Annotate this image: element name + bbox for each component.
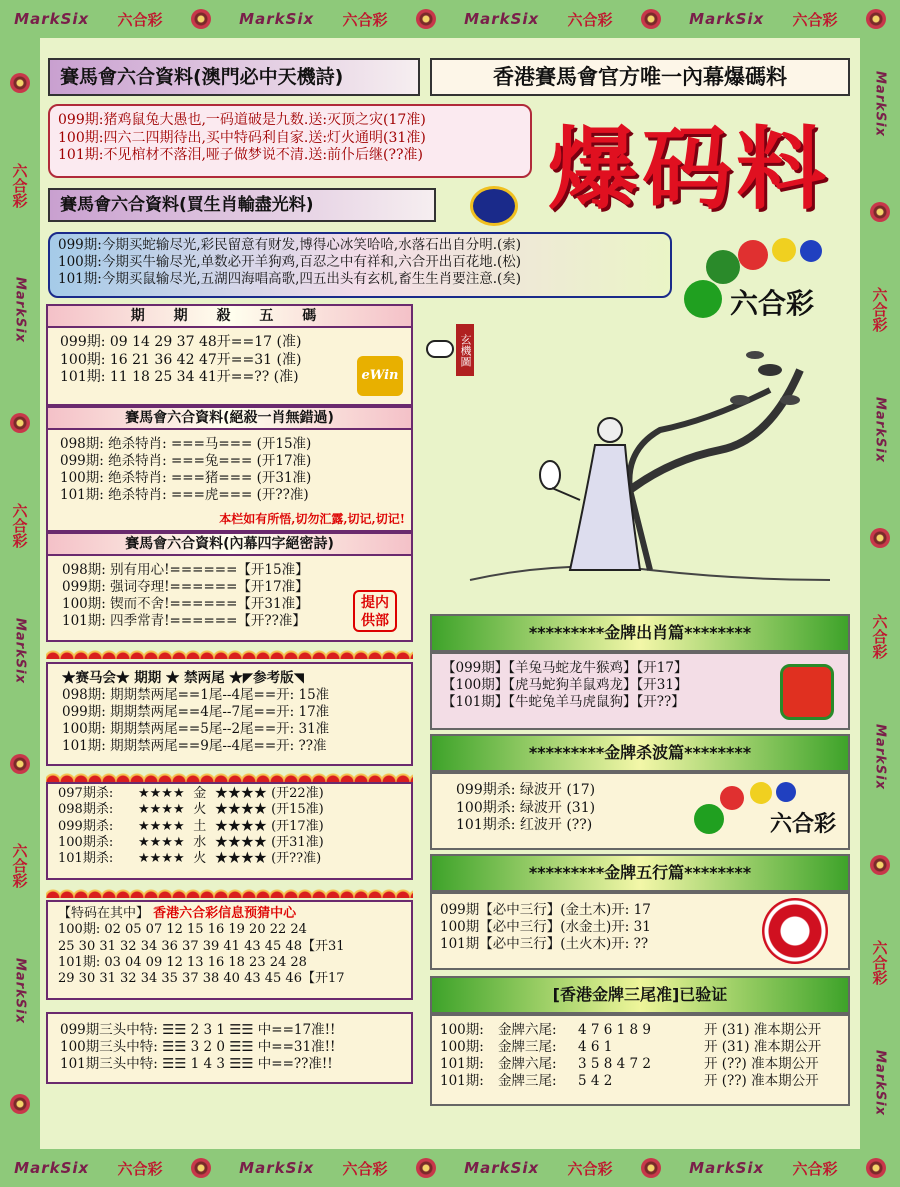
insider-stamp: 提内供部 <box>353 590 397 632</box>
frame-lottery: 六合彩 <box>792 1159 838 1178</box>
frame-top <box>0 0 900 38</box>
goldtail-row: 101期: 金牌六尾: 3 5 8 4 7 2 开 (??) 准本期公开 <box>440 1055 819 1072</box>
special-row: 100期: 02 05 07 12 15 16 19 20 22 24 <box>58 922 307 938</box>
secret4-title: 賽馬會六合資料(內幕四字絕密詩) <box>48 534 411 556</box>
kill5-row: 099期: 09 14 29 37 48开==17 (准) <box>60 334 302 350</box>
flower-icon <box>191 1158 211 1178</box>
frame-bottom <box>0 1149 900 1187</box>
element-row: 101期杀: ★★★★ 火 ★★★★ (开??准) <box>58 851 322 866</box>
special-panel <box>46 900 413 1000</box>
frame-word: MarkSix <box>239 1159 315 1177</box>
bauhinia-emblem-icon <box>762 898 828 964</box>
tail-title: ★赛马会★ 期期 ★ 禁两尾 ★◤参考版◥ <box>62 670 305 686</box>
heads-row: 099期三头中特: ☰☰ 2 3 1 ☰☰ 中==17准!! <box>60 1022 336 1038</box>
green-ball-icon <box>684 280 722 318</box>
frame-left <box>0 38 40 1149</box>
red-ball-icon <box>738 240 768 270</box>
flower-icon <box>10 73 30 93</box>
frame-lottery: 六合彩 <box>870 613 889 659</box>
kill5-panel <box>46 304 413 406</box>
fist-money-icon <box>780 664 834 720</box>
flower-icon <box>10 754 30 774</box>
killone-panel <box>46 406 413 532</box>
goldzodiac-panel <box>430 652 850 730</box>
kill5-row: 101期: 11 18 25 34 41开==?? (准) <box>60 369 299 385</box>
killone-row: 101期: 绝杀特肖: ===虎=== (开??准) <box>60 486 309 503</box>
secret4-row: 100期: 锲而不舍!======【开31准】 <box>62 595 309 612</box>
goldzodiac-title: *********金牌出肖篇******** <box>430 614 850 652</box>
yellow-ball-icon <box>750 782 772 804</box>
section-title: 賽馬會六合資料(買生肖輸盡光料) <box>48 188 436 222</box>
flower-icon <box>870 202 890 222</box>
poem-line: 100期:四六二四期待出,买中特码利自家.送:灯火通明(31准) <box>58 129 426 146</box>
kill5-row: 100期: 16 21 36 42 47开==31 (准) <box>60 351 302 368</box>
elements-panel <box>46 782 413 880</box>
frame-word: MarkSix <box>872 397 888 464</box>
flower-icon <box>870 855 890 875</box>
secret4-row: 101期: 四季常青!======【开??准】 <box>62 612 306 629</box>
special-row: 101期: 03 04 09 12 13 16 18 23 24 28 <box>58 954 307 970</box>
heads-row: 100期三头中特: ☰☰ 3 2 0 ☰☰ 中==31准!! <box>60 1038 336 1055</box>
special-row: 29 30 31 32 34 35 37 38 40 43 45 46【开17 <box>58 971 345 986</box>
special-header <box>58 906 401 922</box>
frame-word: MarkSix <box>14 1159 90 1177</box>
goldwave-row: 099期杀: 绿波开 (17) <box>456 782 596 798</box>
green-ball-icon <box>706 250 740 284</box>
frame-lottery: 六合彩 <box>117 1159 163 1178</box>
frame-lottery: 六合彩 <box>117 10 163 29</box>
frame-word: MarkSix <box>464 1159 540 1177</box>
frame-lottery: 六合彩 <box>342 1159 388 1178</box>
flower-icon <box>10 1094 30 1114</box>
frame-lottery: 六合彩 <box>870 286 889 332</box>
heads-panel <box>46 1012 413 1084</box>
killone-note: 本栏如有所悟,切勿汇露,切记,切记! <box>219 512 405 526</box>
killone-row: 098期: 绝杀特肖: ===马=== (开15准) <box>60 436 312 452</box>
heads-row: 101期三头中特: ☰☰ 1 4 3 ☰☰ 中==??准!! <box>60 1055 333 1072</box>
scallop-divider <box>46 645 413 659</box>
xuanji-label: 玄機圖 <box>456 324 474 376</box>
zodiac-line: 101期:今期买鼠输尽光,五湖四海唱高歌,四五出头有玄机,畜生生肖要注意.(矣) <box>58 270 522 287</box>
frame-word: MarkSix <box>689 10 765 28</box>
goldtail-title: [香港金牌三尾准]已验证 <box>430 976 850 1014</box>
goldtail-row: 101期: 金牌三尾: 5 4 2 开 (??) 准本期公开 <box>440 1072 819 1089</box>
frame-word: MarkSix <box>12 617 28 684</box>
special-center: 香港六合彩信息预猜中心 <box>153 906 297 921</box>
secret4-panel <box>46 532 413 642</box>
frame-word: MarkSix <box>689 1159 765 1177</box>
goldwave-row: 100期杀: 绿波开 (31) <box>456 799 596 816</box>
goldtail-row: 100期: 金牌三尾: 4 6 1 开 (31) 准本期公开 <box>440 1038 822 1055</box>
frame-lottery: 六合彩 <box>10 503 29 549</box>
frame-word: MarkSix <box>12 958 28 1025</box>
frame-lottery: 六合彩 <box>567 1159 613 1178</box>
scallop-divider <box>46 884 413 898</box>
frame-word: MarkSix <box>12 277 28 344</box>
flower-icon <box>416 1158 436 1178</box>
frame-lottery: 六合彩 <box>342 10 388 29</box>
element-row: 097期杀: ★★★★ 金 ★★★★ (开22准) <box>58 786 324 801</box>
blue-ball-icon <box>776 782 796 802</box>
big-title: 爆码料 <box>548 116 830 222</box>
green-ball-icon <box>694 804 724 834</box>
scallop-divider <box>46 768 413 782</box>
blue-ball-icon <box>800 240 822 262</box>
zodiac-line: 100期:今期买牛输尽光,单数必开羊狗鸡,百忍之中有祥和,六合开出百花地.(松) <box>58 253 522 270</box>
frame-word: MarkSix <box>872 70 888 137</box>
element-row: 098期杀: ★★★★ 火 ★★★★ (开15准) <box>58 802 324 818</box>
top-left-title: 賽馬會六合資料(澳門必中天機詩) <box>48 58 420 96</box>
tail-row: 099期: 期期禁两尾==4尾--7尾==开: 17准 <box>62 703 330 720</box>
goldwave-row: 101期杀: 红波开 (??) <box>456 817 593 833</box>
tail-row: 101期: 期期禁两尾==9尾--4尾==开: ??准 <box>62 737 327 754</box>
flower-icon <box>870 528 890 548</box>
gold5-panel <box>430 892 850 970</box>
tail-row: 098期: 期期禁两尾==1尾--4尾==开: 15准 <box>62 686 330 703</box>
goldtail-panel <box>430 1014 850 1106</box>
flower-icon <box>10 413 30 433</box>
frame-word: MarkSix <box>872 723 888 790</box>
goldwave-title: *********金牌杀波篇******** <box>430 734 850 772</box>
zodiac-poem-box <box>48 232 672 298</box>
liuhecai-label: 六合彩 <box>730 287 815 320</box>
poem-line: 101期:不见棺材不落泪,哑子做梦说不清.送:前仆后继(??准) <box>58 147 423 163</box>
tail-panel <box>46 662 413 766</box>
element-row: 099期杀: ★★★★ 土 ★★★★ (开17准) <box>58 818 324 834</box>
killone-row: 099期: 绝杀特肖: ===兔=== (开17准) <box>60 452 312 469</box>
tail-row: 100期: 期期禁两尾==5尾--2尾==开: 31准 <box>62 720 330 737</box>
goldzodiac-row: 【101期】【牛蛇兔羊马虎鼠狗】【开??】 <box>442 693 685 710</box>
yellow-ball-icon <box>772 238 796 262</box>
ewin-logo: eWin <box>357 356 403 396</box>
red-ball-icon <box>720 786 744 810</box>
racehorse-logo-icon <box>470 186 518 226</box>
frame-lottery: 六合彩 <box>10 162 29 208</box>
frame-word: MarkSix <box>872 1050 888 1117</box>
kill5-title: 期 期 殺 五 碼 <box>48 306 411 328</box>
flower-icon <box>641 9 661 29</box>
liuhecai-label: 六合彩 <box>769 811 836 837</box>
frame-lottery: 六合彩 <box>792 10 838 29</box>
special-label: 【特码在其中】 <box>58 906 150 921</box>
flower-icon <box>641 1158 661 1178</box>
lady-tree-illustration <box>440 330 840 600</box>
goldzodiac-row: 【099期】【羊兔马蛇龙牛猴鸡】【开17】 <box>442 660 688 676</box>
frame-word: MarkSix <box>239 10 315 28</box>
poem-line: 099期:猪鸡鼠兔大愚也,一码道破是九数.送:灭顶之灾(17准) <box>58 112 426 128</box>
frame-lottery: 六合彩 <box>10 843 29 889</box>
goldwave-panel <box>430 772 850 850</box>
flower-icon <box>866 1158 886 1178</box>
flower-icon <box>866 9 886 29</box>
flower-icon <box>191 9 211 29</box>
gold5-row: 100期【必中三行】(水金土)开: 31 <box>440 918 651 935</box>
gold5-row: 101期【必中三行】(土火木)开: ?? <box>440 935 649 952</box>
flower-icon <box>416 9 436 29</box>
frame-lottery: 六合彩 <box>870 940 889 986</box>
gold5-row: 099期【必中三行】(金土木)开: 17 <box>440 902 651 918</box>
frame-word: MarkSix <box>14 10 90 28</box>
special-row: 25 30 31 32 34 36 37 39 41 43 45 48【开31 <box>58 938 345 954</box>
goldtail-row: 100期: 金牌六尾: 4 7 6 1 8 9 开 (31) 准本期公开 <box>440 1022 822 1038</box>
killone-title: 賽馬會六合資料(絕殺一肖無錯過) <box>48 408 411 430</box>
frame-word: MarkSix <box>464 10 540 28</box>
top-right-title: 香港賽馬會官方唯一內幕爆碼料 <box>430 58 850 96</box>
goldzodiac-row: 【100期】【虎马蛇狗羊鼠鸡龙】【开31】 <box>442 676 688 693</box>
poem-box <box>48 104 532 178</box>
killone-row: 100期: 绝杀特肖: ===猪=== (开31准) <box>60 469 312 486</box>
frame-right <box>860 38 900 1149</box>
secret4-row: 098期: 别有用心!======【开15准】 <box>62 562 309 578</box>
element-row: 100期杀: ★★★★ 水 ★★★★ (开31准) <box>58 834 324 850</box>
frame-lottery: 六合彩 <box>567 10 613 29</box>
gold5-title: *********金牌五行篇******** <box>430 854 850 892</box>
secret4-row: 099期: 强词夺理!======【开17准】 <box>62 578 309 595</box>
zodiac-line: 099期:今期买蛇输尽光,彩民留意有财发,博得心冰笑哈哈,水落石出自分明.(索) <box>58 237 522 253</box>
